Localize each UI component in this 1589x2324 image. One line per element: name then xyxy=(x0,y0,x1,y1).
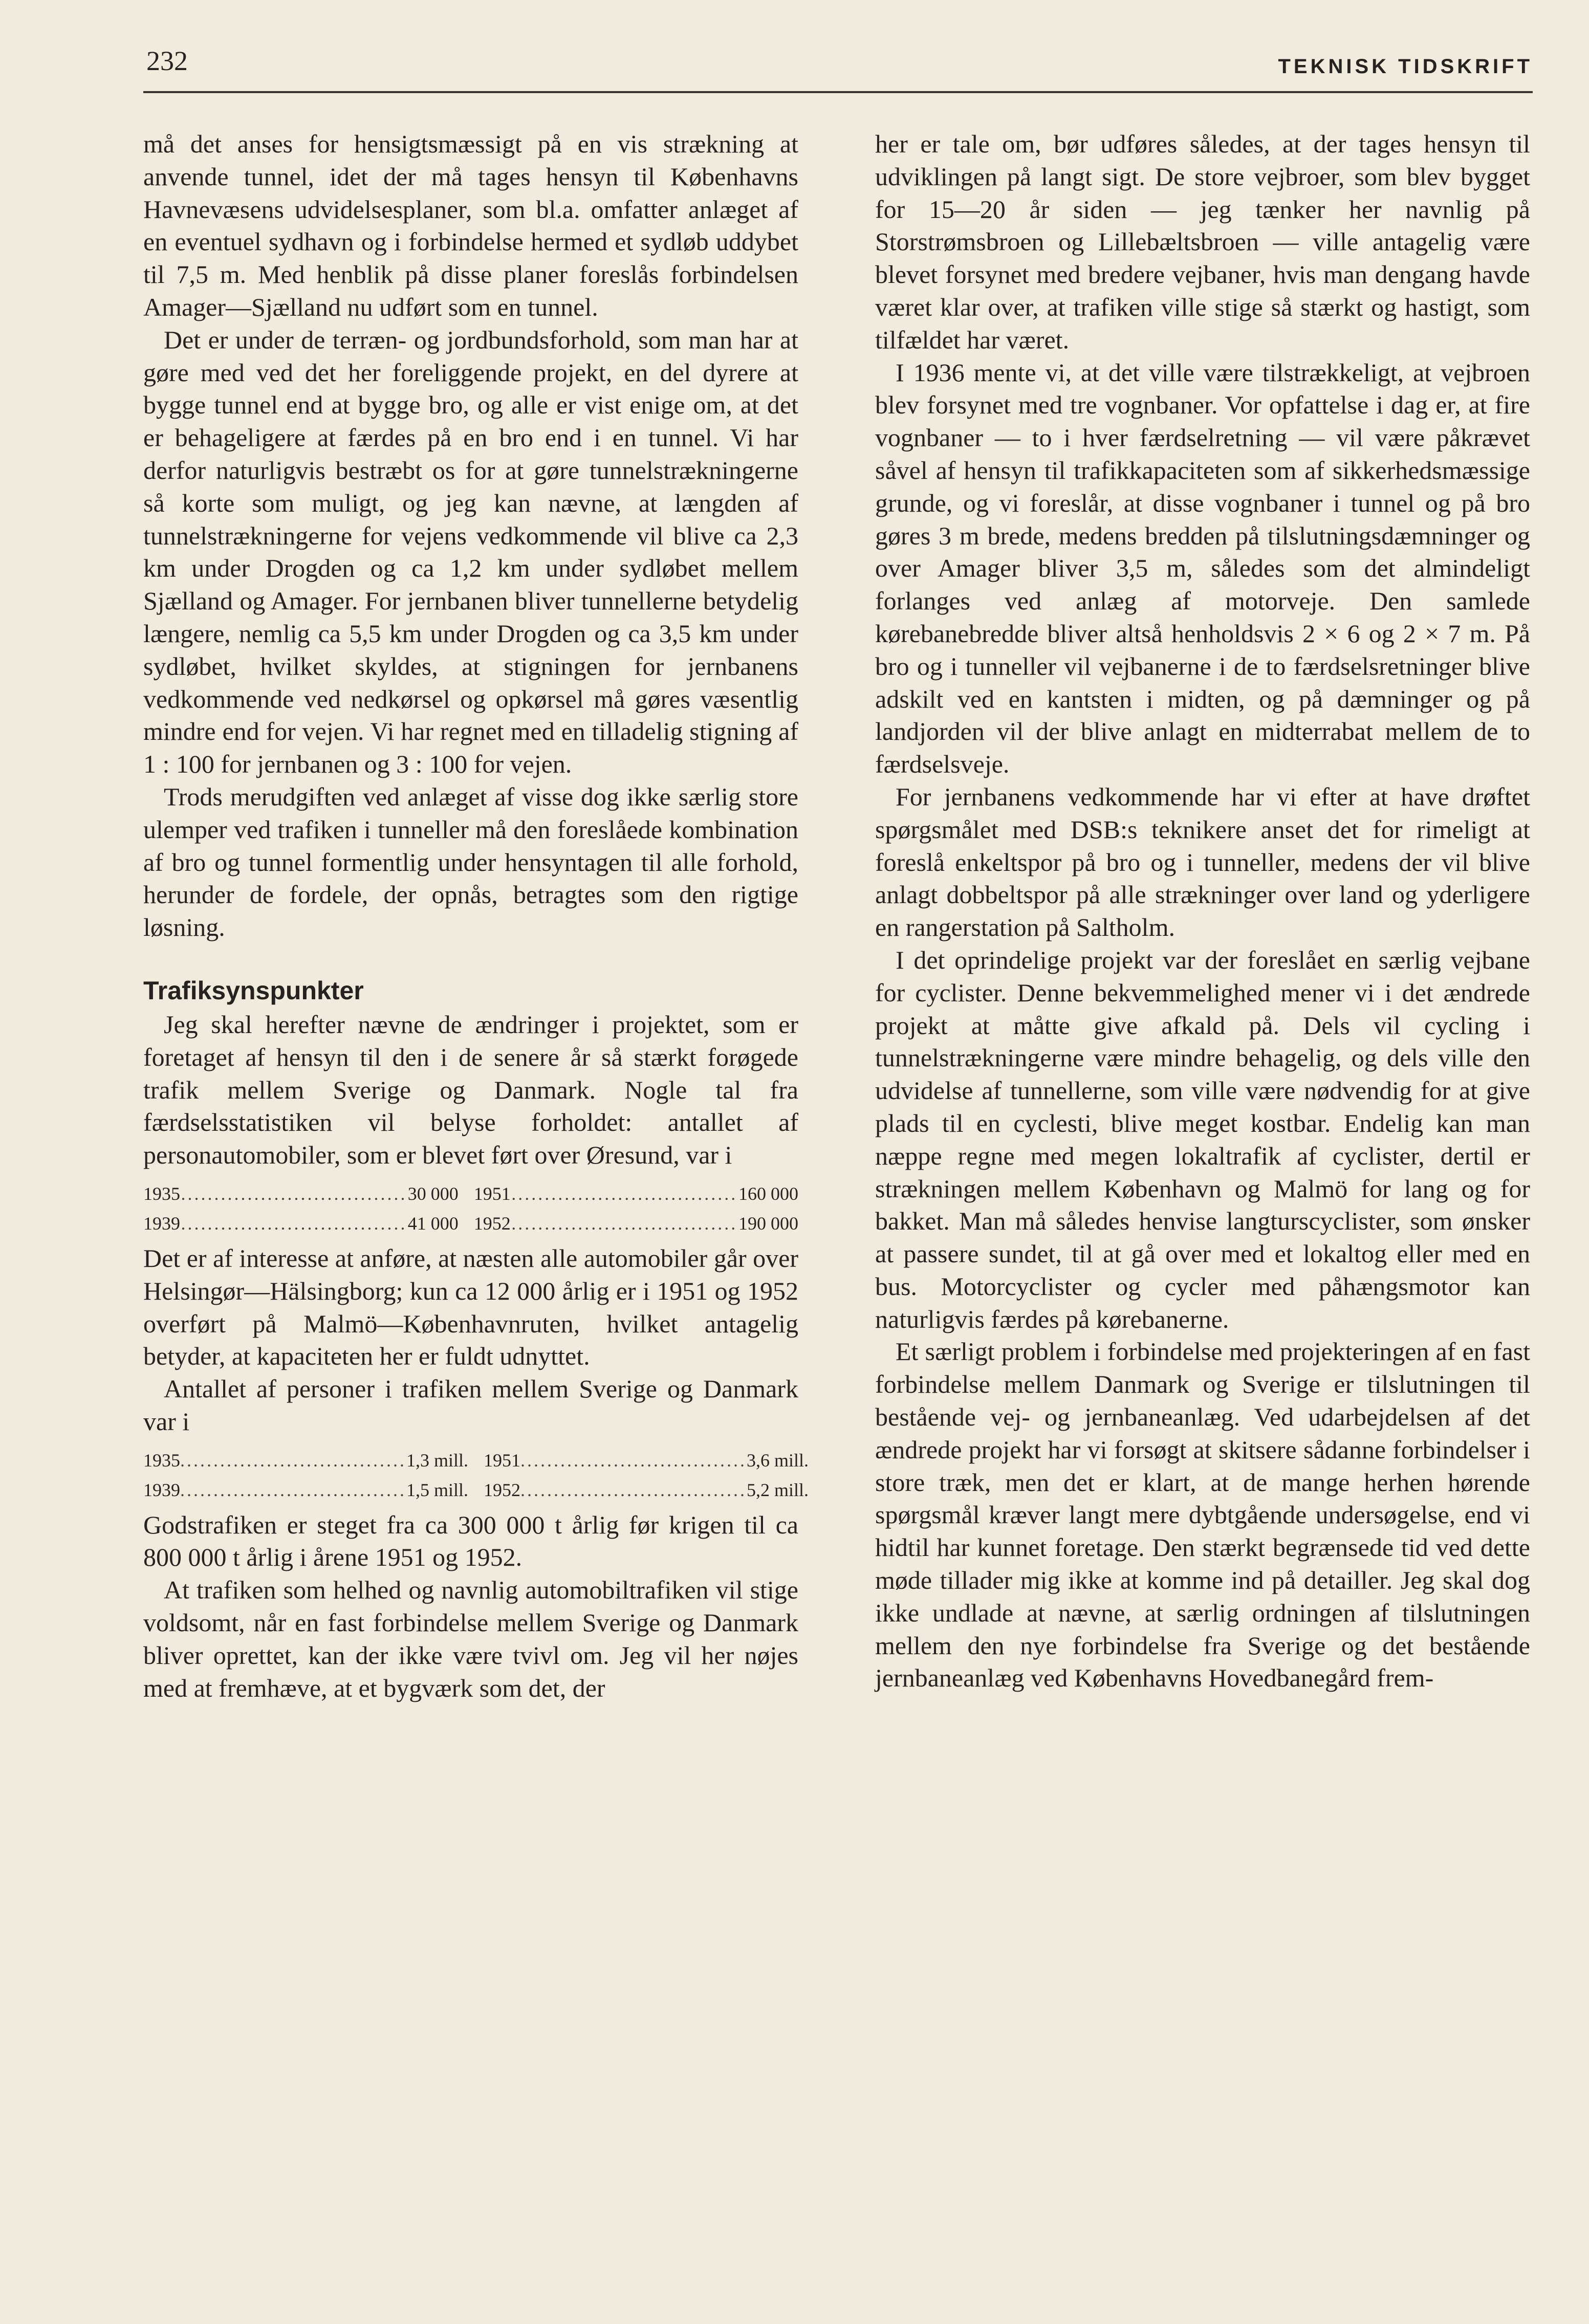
paragraph: Jeg skal herefter nævne de ændringer i projektet, som er foretaget af hensyn til den i de senere år så stærkt forøgede trafik mellem Sverige og Danmark. Nogle tal fra færdselsstatistiken vil belyse forholdet: antallet af personautomobiler, som er blevet ført over Øresund, var i xyxy=(143,1010,798,1170)
leader-dots: .................................. xyxy=(180,1479,406,1500)
paragraph: her er tale om, bør udføres således, at der tages hensyn til udviklingen på langt sigt. De store vejbroer, som blev bygget for 15—20 år siden — jeg tænker her navnlig på Storstrømsbroen og Lillebæltsbroen — ville antagelig være blevet forsynet med bredere vejbaner, hvis man dengang havde været klar over, at trafiken ville stige så stærkt og hastigt, som tilfældet har været. xyxy=(875,129,1530,354)
table-cell: 1952 xyxy=(484,1479,521,1500)
table-cell: 1,3 mill. xyxy=(406,1450,469,1471)
table-row xyxy=(143,1475,809,1505)
table-row xyxy=(143,1179,798,1209)
paragraph: Trods merudgiften ved anlæget af visse dog ikke særlig store ulemper ved trafiken i tunneller må den foreslåede kombination af bro og tunnel formentlig under hensyntagen til alle forhold, herunder de fordele, der opnås, betragtes som den rigtige løsning. xyxy=(143,782,798,942)
table-cell: 1939 xyxy=(143,1213,180,1234)
paragraph: Et særligt problem i forbindelse med projekteringen af en fast forbindelse mellem Danmark og Sverige er tilslutningen til bestående vej- og jernbaneanlæg. Ved udarbejdelsen af det ændrede projekt har vi forsøgt at skitsere sådanne forbindelser i store træk, men det er klart, at de mange herhen hørende spørgsmål kræver langt mere dybtgående undersøgelse, end vi hidtil har kunnet foretage. Den stærkt begrænsede tid ved dette møde tillader mig ikke at komme ind på detailler. Jeg skal dog ikke undlade at nævne, at særlig ordningen af tilslutningen mellem den nye forbindelse fra Sverige og det bestående jernbaneanlæg ved Københavns Hovedbanegård frem- xyxy=(875,1337,1530,1693)
paragraph: må det anses for hensigtsmæssigt på en vis strækning at anvende tunnel, idet der må tages hensyn til Københavns Havnevæsens udvidelsesplaner, som bl.a. omfatter anlæget af en eventuel sydhavn og i forbindelse hermed et sydløb uddybet til 7,5 m. Med henblik på disse planer foreslås forbindelsen Amager—Sjælland nu udført som en tunnel. xyxy=(143,129,798,321)
table-cell: 30 000 xyxy=(407,1183,459,1204)
left-column xyxy=(143,128,809,1704)
section-heading: Trafiksynspunkter xyxy=(143,976,364,1005)
table-cell: 1935 xyxy=(143,1450,180,1471)
table-cell: 5,2 mill. xyxy=(747,1479,809,1500)
right-column xyxy=(875,128,1530,1695)
table-cell: 1939 xyxy=(143,1479,180,1500)
paragraph: Godstrafiken er steget fra ca 300 000 t årlig før krigen til ca 800 000 t årlig i årene 1951 og 1952. xyxy=(143,1510,798,1572)
table-cell: 190 000 xyxy=(738,1213,798,1234)
paragraph: Det er under de terræn- og jordbundsforhold, som man har at gøre med ved det her foreliggende projekt, en del dyrere at bygge tunnel end at bygge bro, og alle er vist enige om, at det er behageligere at færdes på en bro end i en tunnel. Vi har derfor naturligvis bestræbt os for at gøre tunnelstrækningerne så korte som muligt, og jeg kan nævne, at længden af tunnelstrækningerne for vejens vedkommende vil blive ca 2,3 km under Drogden og ca 1,2 km under sydløbet mellem Sjælland og Amager. For jernbanen bliver tunnellerne betydelig længere, nemlig ca 5,5 km under Drogden og ca 3,5 km under sydløbet, hvilket skyldes, at stigningen for jernbanens vedkommende ved nedkørsel og opkørsel må gøres væsentlig mindre end for vejen. Vi har regnet med en tilladelig stigning af 1 : 100 for jernbanen og 3 : 100 for vejen. xyxy=(143,325,798,779)
passenger-statistics-table xyxy=(143,1445,809,1505)
paragraph: I det oprindelige projekt var der foreslået en særlig vejbane for cyclister. Denne bekvemmelighed mener vi i det ændrede projekt at måtte give afkald på. Dels vil cycling i tunnelstrækningerne være mindre behagelig, og dels ville den udvidelse af tunnellerne, som ville være nødvendig for at give plads til en cyclesti, blive meget kostbar. Endelig kan man næppe regne med megen lokaltrafik af cyclister, dertil er strækningen mellem København og Malmö for lang og for bakket. Man må således henvise langturscyclister, som ønsker at passere sundet, til at gå over med et lokaltog eller med en bus. Motorcyclister og cycler med påhængsmotor kan naturligvis færdes på kørebanerne. xyxy=(875,945,1530,1333)
leader-dots: .................................. xyxy=(520,1479,747,1500)
page-number: 232 xyxy=(146,46,188,76)
table-cell: 1935 xyxy=(143,1183,180,1204)
table-row xyxy=(143,1209,798,1238)
table-cell: 1952 xyxy=(473,1213,511,1234)
table-row xyxy=(143,1445,809,1475)
paragraph: For jernbanens vedkommende har vi efter at have drøftet spørgsmålet med DSB:s teknikere anset det for rimeligt at foreslå enkeltspor på bro og i tunneller, medens der vil blive anlagt dobbeltspor på alle strækninger over land og yderligere en rangerstation på Saltholm. xyxy=(875,782,1530,942)
leader-dots: .................................. xyxy=(511,1213,738,1234)
table-cell: 1,5 mill. xyxy=(406,1479,469,1500)
journal-title: TEKNISK TIDSKRIFT xyxy=(1278,55,1533,78)
car-statistics-table xyxy=(143,1179,798,1238)
table-cell: 1951 xyxy=(484,1450,521,1471)
table-cell: 160 000 xyxy=(738,1183,798,1204)
leader-dots: .................................. xyxy=(181,1183,407,1204)
paragraph: Antallet af personer i trafiken mellem Sverige og Danmark var i xyxy=(143,1374,798,1436)
leader-dots: .................................. xyxy=(180,1450,406,1471)
table-cell: 1951 xyxy=(473,1183,511,1204)
paragraph: Det er af interesse at anføre, at næsten alle automobiler går over Helsingør—Hälsingborg; kun ca 12 000 årlig er i 1951 og 1952 overført på Malmö—Københavnruten, hvilket antagelig betyder, at kapaciteten her er fuldt udnyttet. xyxy=(143,1243,799,1371)
paragraph: At trafiken som helhed og navnlig automobiltrafiken vil stige voldsomt, når en fast forbindelse mellem Sverige og Danmark bliver oprettet, kan der ikke være tvivl om. Jeg vil her nøjes med at fremhæve, at et bygværk som det, der xyxy=(143,1575,798,1702)
page-header xyxy=(143,45,1533,93)
paragraph: I 1936 mente vi, at det ville være tilstrækkeligt, at vejbroen blev forsynet med tre vognbaner. Vor opfattelse i dag er, at fire vognbaner — to i hver færdselretning — vil være påkrævet såvel af hensyn til trafikkapaciteten som af sikkerhedsmæssige grunde, og vi foreslår, at disse vognbaner i tunnel og på bro gøres 3 m brede, medens bredden på tilslutningsdæmninger og over Amager bliver 3,5 m, således som det almindeligt forlanges ved anlæg af motorveje. Den samlede kørebanebredde bliver altså henholdsvis 2 × 6 og 2 × 7 m. På bro og i tunneller vil vejbanerne i de to færdselsretninger blive adskilt ved en kantsten i midten, og på dæmninger og på landjorden vil der blive anlagt en midterrabat mellem de to færdselsveje. xyxy=(875,358,1530,779)
table-cell: 41 000 xyxy=(407,1213,459,1234)
leader-dots: .................................. xyxy=(511,1183,738,1204)
table-cell: 3,6 mill. xyxy=(747,1450,809,1471)
leader-dots: .................................. xyxy=(520,1450,747,1471)
leader-dots: .................................. xyxy=(181,1213,407,1234)
